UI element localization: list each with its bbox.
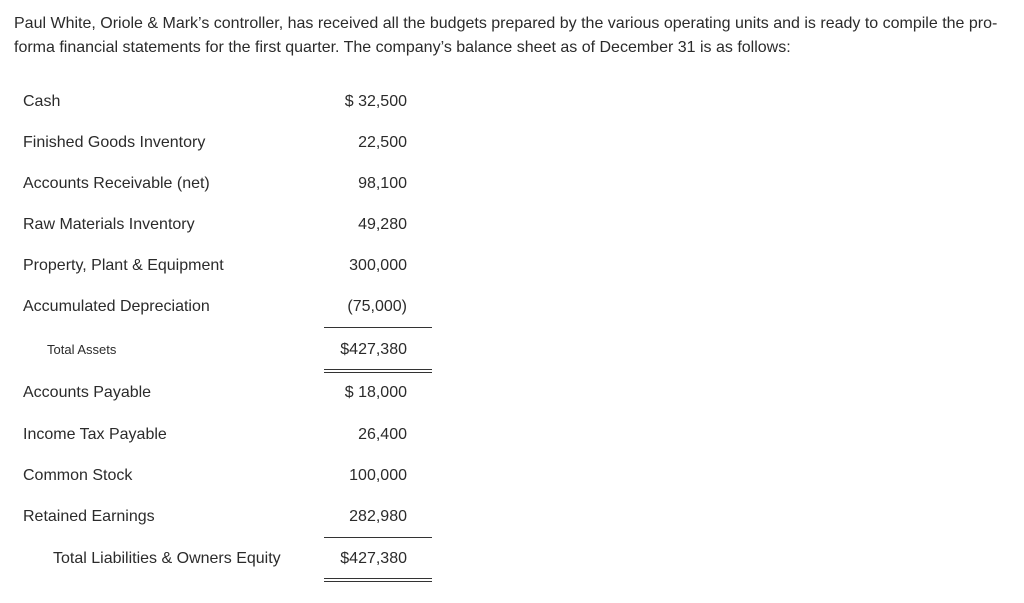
total-double-rule bbox=[324, 369, 432, 373]
subtotal-rule bbox=[324, 537, 432, 538]
intro-paragraph: Paul White, Oriole & Mark’s controller, has received all the budgets prepared by the various operating units and is ready to compile the pro-forma financial statements for the first quarter. The company’s balance sheet as of December 31 is as follows: bbox=[14, 15, 998, 56]
row-cash bbox=[0, 90, 450, 114]
row-value: $ 18,000 bbox=[344, 384, 407, 401]
row-label: Property, Plant & Equipment bbox=[23, 257, 224, 274]
row-value: 300,000 bbox=[349, 257, 407, 274]
row-label: Raw Materials Inventory bbox=[23, 216, 195, 233]
row-finished-goods-inventory bbox=[0, 131, 450, 155]
row-value: 282,980 bbox=[349, 508, 407, 525]
row-value: 26,400 bbox=[358, 426, 407, 443]
row-label: Income Tax Payable bbox=[23, 426, 167, 443]
row-property-plant-equipment bbox=[0, 254, 450, 278]
row-value: $427,380 bbox=[340, 550, 407, 567]
row-accumulated-depreciation bbox=[0, 295, 450, 319]
row-label: Finished Goods Inventory bbox=[23, 134, 206, 151]
row-label: Common Stock bbox=[23, 467, 133, 484]
total-double-rule bbox=[324, 578, 432, 582]
row-value: 49,280 bbox=[358, 216, 407, 233]
row-label: Accumulated Depreciation bbox=[23, 298, 210, 315]
row-label: Accounts Payable bbox=[23, 384, 152, 401]
row-value: (75,000) bbox=[347, 298, 407, 315]
row-value: $427,380 bbox=[340, 341, 407, 358]
row-value: 98,100 bbox=[358, 175, 407, 192]
row-accounts-payable bbox=[0, 381, 450, 405]
row-label: Total Assets bbox=[47, 342, 117, 357]
row-value: 100,000 bbox=[349, 467, 407, 484]
row-label: Total Liabilities & Owners Equity bbox=[53, 550, 281, 567]
subtotal-rule bbox=[324, 327, 432, 328]
row-total-liabilities-equity bbox=[0, 547, 450, 571]
row-retained-earnings bbox=[0, 505, 450, 529]
row-label: Cash bbox=[23, 93, 61, 110]
row-value: 22,500 bbox=[358, 134, 407, 151]
row-common-stock bbox=[0, 464, 450, 488]
row-income-tax-payable bbox=[0, 423, 450, 447]
row-label: Accounts Receivable (net) bbox=[23, 175, 210, 192]
row-accounts-receivable bbox=[0, 172, 450, 196]
row-label: Retained Earnings bbox=[23, 508, 155, 525]
row-value: $ 32,500 bbox=[344, 93, 407, 110]
row-raw-materials-inventory bbox=[0, 213, 450, 237]
row-total-assets bbox=[0, 338, 450, 362]
